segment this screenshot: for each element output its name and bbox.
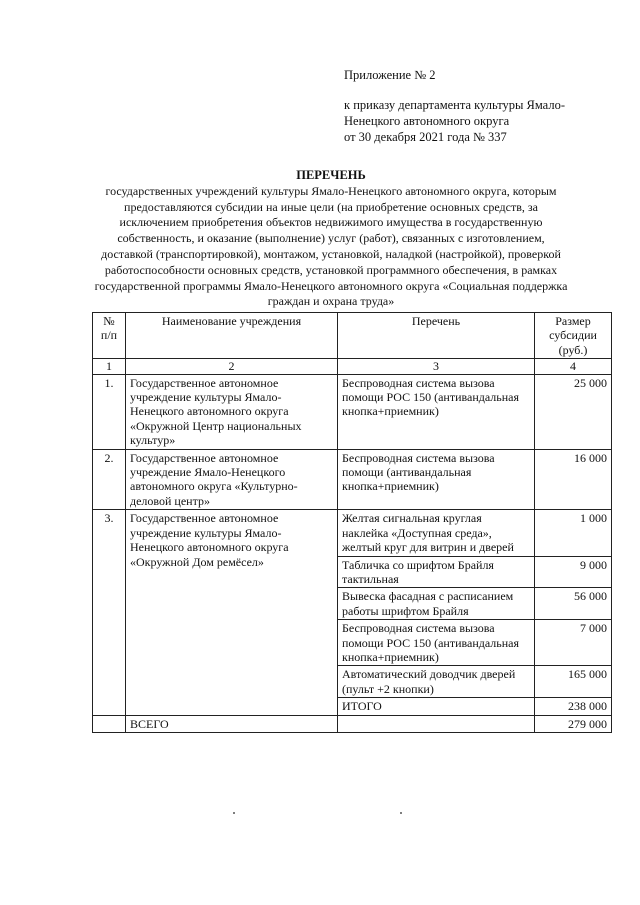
title-line: предоставляются субсидии на иные цели (на приобретение основных средств, за	[124, 199, 538, 214]
header-num: № п/п	[93, 313, 126, 359]
item-text: Табличка со шрифтом Брайля тактильная	[338, 556, 535, 588]
index-cell: 4	[535, 359, 612, 374]
appendix-block	[344, 67, 614, 145]
row-number: 1.	[93, 374, 126, 449]
item-text: Беспроводная система вызова помощи РОС 150 (антивандальная кнопка+приемник)	[338, 620, 535, 666]
total-empty-cell	[93, 715, 126, 732]
column-index-row	[93, 359, 612, 374]
scan-speck	[400, 812, 402, 814]
appendix-line-1: к приказу департамента культуры Ямало-	[344, 98, 565, 112]
table-row	[93, 510, 612, 556]
appendix-line-2: Ненецкого автономного округа	[344, 114, 510, 128]
title-line: исключением приобретения объектов недвижимого имущества в государственную	[119, 215, 543, 230]
header-name: Наименование учреждения	[126, 313, 338, 359]
item-text: Автоматический доводчик дверей (пульт +2 кнопки)	[338, 666, 535, 698]
title-line: государственной программы Ямало-Ненецкого автономного округа «Социальная поддержка	[94, 278, 568, 293]
index-cell: 3	[338, 359, 535, 374]
total-empty-cell	[338, 715, 535, 732]
header-list: Перечень	[338, 313, 535, 359]
index-cell: 2	[126, 359, 338, 374]
title-line: собственность, и оказание (выполнение) услуг (работ), связанных с изготовлением,	[117, 231, 545, 246]
item-amount: 25 000	[535, 374, 612, 449]
table-row	[93, 374, 612, 449]
total-label: ВСЕГО	[126, 715, 338, 732]
scan-speck	[233, 812, 235, 814]
item-text: Желтая сигнальная круглая наклейка «Доступная среда», желтый круг для витрин и дверей	[338, 510, 535, 556]
item-text: Вывеска фасадная с расписанием работы шрифтом Брайля	[338, 588, 535, 620]
item-amount: 1 000	[535, 510, 612, 556]
index-cell: 1	[93, 359, 126, 374]
item-amount: 7 000	[535, 620, 612, 666]
item-amount: 9 000	[535, 556, 612, 588]
subtotal-amount: 238 000	[535, 698, 612, 715]
title-line: доставкой (транспортировкой), монтажом, установкой, наладкой (настройкой), проверкой	[101, 246, 561, 261]
document-title: ПЕРЕЧЕНЬ	[296, 168, 366, 182]
row-number: 3.	[93, 510, 126, 715]
institution-name: Государственное автономное учреждение культуры Ямало-Ненецкого автономного округа «Окружной Центр национальных культур»	[126, 374, 338, 449]
institution-name: Государственное автономное учреждение Ямало-Ненецкого автономного округа «Культурно-деловой центр»	[126, 449, 338, 510]
row-number: 2.	[93, 449, 126, 510]
item-text: Беспроводная система вызова помощи РОС 150 (антивандальная кнопка+приемник)	[338, 374, 535, 449]
title-block	[84, 168, 578, 310]
institution-name: Государственное автономное учреждение культуры Ямало-Ненецкого автономного округа «Окружной Дом ремёсел»	[126, 510, 338, 715]
title-line: граждан и охрана труда»	[267, 294, 395, 309]
header-sum: Размер субсидии (руб.)	[535, 313, 612, 359]
subsidy-table	[92, 312, 612, 733]
title-line: работоспособности основных средств, установкой программного обеспечения, в рамках	[104, 262, 558, 277]
appendix-line-3: от 30 декабря 2021 года № 337	[344, 130, 507, 144]
item-amount: 16 000	[535, 449, 612, 510]
total-row	[93, 715, 612, 732]
item-amount: 56 000	[535, 588, 612, 620]
subtotal-label: ИТОГО	[338, 698, 535, 715]
appendix-number: Приложение № 2	[344, 68, 436, 82]
table-header-row	[93, 313, 612, 359]
item-amount: 165 000	[535, 666, 612, 698]
table-row	[93, 449, 612, 510]
total-amount: 279 000	[535, 715, 612, 732]
title-line: государственных учреждений культуры Ямало-Ненецкого автономного округа, которым	[105, 183, 557, 198]
item-text: Беспроводная система вызова помощи (антивандальная кнопка+приемник)	[338, 449, 535, 510]
